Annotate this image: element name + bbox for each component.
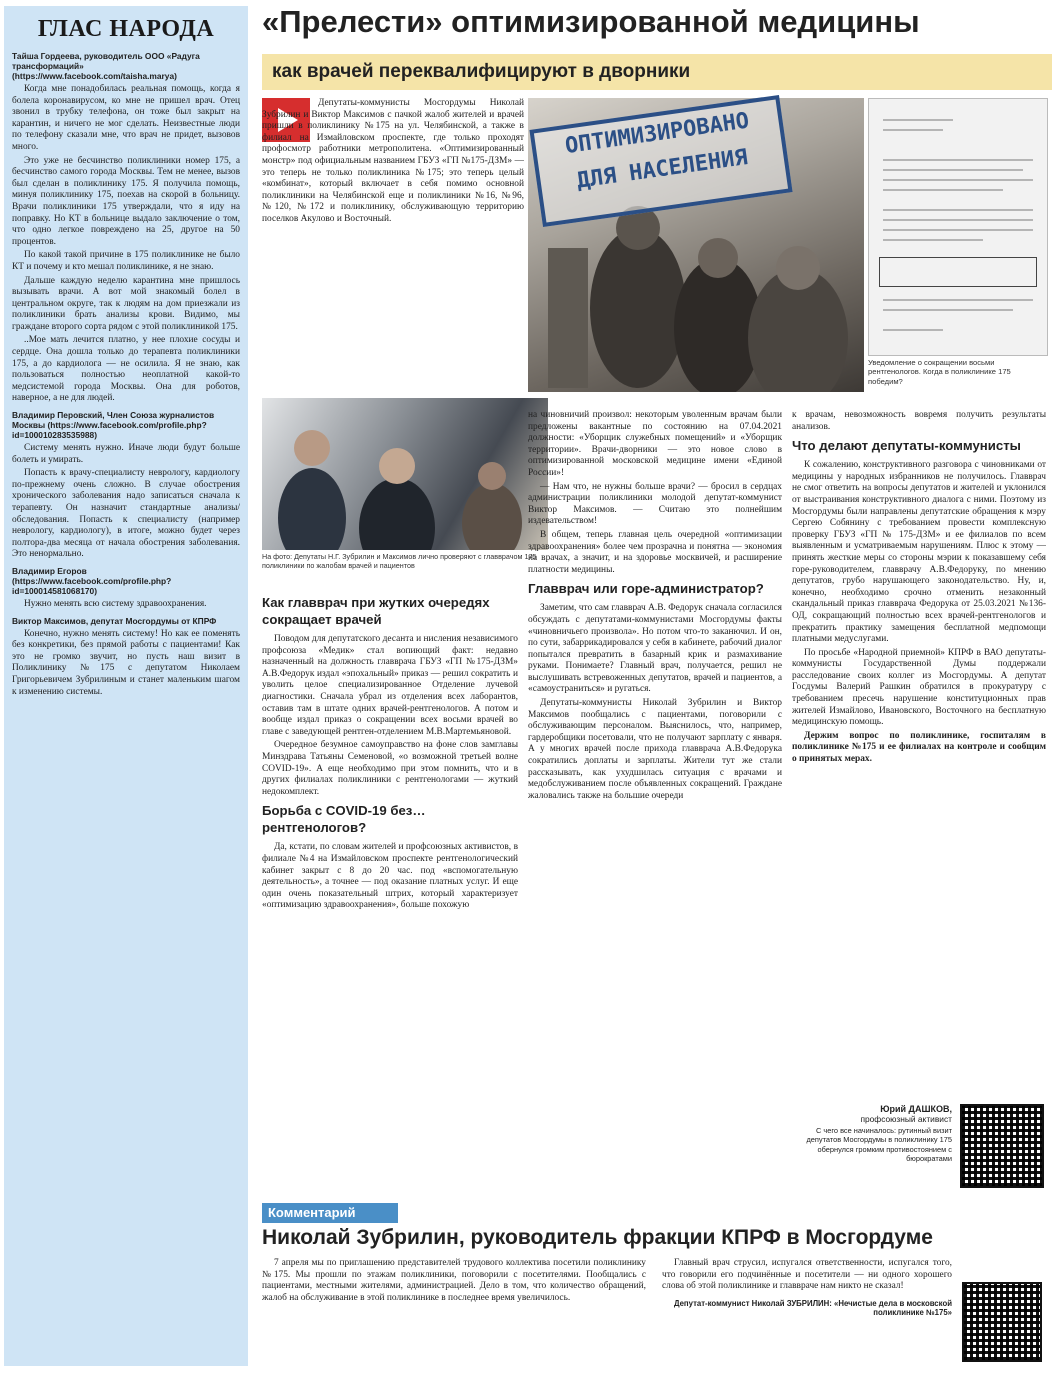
left-column-glas-naroda	[4, 6, 248, 1366]
photo-caption: На фото: Депутаты Н.Г. Зубрилин и Максимов лично проверяют с главврачом 175 поликлиники по жалобам врачей и пациентов	[262, 552, 537, 570]
signature-name: Юрий ДАШКОВ,	[880, 1104, 952, 1114]
intro-block	[262, 98, 524, 394]
paragraph: ..Мое мать лечится платно, у нее плохие сосуды и сердце. Она дошла только до терапевта поликлиники 175, а до кардиолога — не осилила. Я не знаю, как пользоваться полностью неоплатной какой-то медсистемой города Москвы. Она для роботов, наверное, а не для людей.	[12, 335, 240, 404]
intro-paragraph: Депутаты-коммунисты Мосгордумы Николай Зубрилин и Виктор Максимов с пачкой жалоб жителей и врачей пришли в поликлинику №175 на ул. Челябинской, а также в филиал на Измайловском проспекте, где только проходят профосмотр работники метрополитена. «Оптимизированный монстр» под официальным названием ГБУЗ «ГП №175-ДЗМ» — это теперь не только поликлиника №175; это теперь целый «комбинат», который включает в себя помимо основной поликлиники на Челябинской еще и поликлиники №16, №96, №120, №172 и поликлинику, обслуживающую территорию поселков Акулово и Восточный.	[262, 98, 524, 224]
photo-deputies	[262, 398, 548, 550]
subheading: Что делают депутаты-коммунисты	[792, 438, 1021, 454]
paragraph: Депутаты-коммунисты Николай Зубрилин и Виктор Максимов пообщались с пациентами, поговорили с обслуживающим персоналом. Выяснилось, что, например, гардеробщики посетовали, что не получают зарплату с января. А у многих врачей после прихода главврача А.В.Федорука сократились доплаты и зарплаты. Жители тут же стали рассказывать, как ухудшилась ситуация с врачами и медобслуживанием после объявленных сокращений. Граждане жаловались также на большие очереди	[528, 698, 782, 801]
paragraph: Конечно, нужно менять систему! Но как ее поменять без конкретики, без прямой работы с пациентами! Как это не громко звучит, но пусть наш визит в Поликлинику №175 с депутатом Николаем Григорьевичем Зубрилиным и станет маленьким шагом к изменению системы.	[12, 628, 240, 697]
paragraph: на чиновничий произвол: некоторым уволенным врачам были предложены вакантные по состоянию на 07.04.2021 должности: «Уборщик служебных помещений» и «Уборщик территории». Врачи-дворники — это новое слово в оптимизированной московской медицине имени «Единой России»!	[528, 410, 782, 478]
document-caption: Уведомление о сокращении восьми рентгенологов. Когда в поликлинике 175 победим?	[868, 358, 1011, 386]
paragraph: — Нам что, не нужны больше врачи? — бросил в сердцах администрации поликлиники молодой депутат-коммунист Виктор Максимов. — Считаю это полнейшим издевательством!	[528, 481, 782, 527]
paragraph: Систему менять нужно. Иначе люди будут больше болеть и умирать.	[12, 443, 240, 465]
signature-block	[792, 1104, 952, 1164]
author-byline: Владимир Перовский, Член Союза журналистов Москвы (https://www.facebook.com/profile.php?id=100010283535988)	[12, 410, 215, 441]
paragraph: Нужно менять всю систему здравоохранения.	[24, 598, 207, 609]
stamp-line: ОПТИМИЗИРОВАНО	[563, 108, 751, 160]
paragraph: Дальше каждую неделю карантина мне пришлось вызывать врачи. А вот мой знакомый болел в центральном округе, так к людям на дом приезжали из поликлиники брать анализы крови. Видимо, мы граждане второго сорта рядом с этой поликлиникой 175.	[12, 275, 240, 332]
article-column-2	[528, 410, 782, 1202]
qr-code-icon[interactable]	[960, 1104, 1044, 1188]
comment-column-2	[662, 1258, 952, 1366]
subheading: Борьба с COVID-19 без… рентгенологов?	[262, 803, 426, 836]
subheading: Главврач или горе-администратор?	[528, 581, 764, 597]
paragraph: к врачам, невозможность вовремя получить результаты анализов.	[792, 410, 1046, 432]
comment-source: Депутат-коммунист Николай ЗУБРИЛИН: «Нечистые дела в московской поликлинике №175»	[673, 1298, 952, 1318]
paragraph: По какой такой причине в 175 поликлинике не было КТ и почему и кто мешал поликлинике, я не знаю.	[12, 250, 240, 272]
comment-tag: Комментарий	[262, 1203, 398, 1223]
qr-code-icon[interactable]	[962, 1282, 1042, 1362]
headline: «Прелести» оптимизированной медицины	[262, 4, 920, 39]
paragraph: 7 апреля мы по приглашению представителей трудового коллектива посетили поликлинику №175. Мы прошли по этажам поликлиники, поговорили с посетителями. Пообщались с пациентами, местными жителями, администрацией. Дело в том, что количество обращений, жалоб на обслуживание в этой поликлинике в последнее время увеличилось.	[262, 1258, 646, 1303]
author-byline: Владимир Егоров (https://www.facebook.com/profile.php?id=100014581068170)	[12, 565, 172, 596]
paragraph: Главный врач струсил, испугался ответственности, испугался того, что говорили его подчинённые и посетители — ни одного хорошего слова об этой поликлинике и главвраче нам никто не сказал!	[662, 1258, 952, 1292]
comment-title: Николай Зубрилин, руководитель фракции КПРФ в Мосгордуме	[262, 1226, 933, 1249]
comment-column-1	[262, 1258, 646, 1366]
paragraph: Да, кстати, по словам жителей и профсоюзных активистов, в филиале №4 на Измайловском проспекте рентгенологический кабинет закрыт с 8 до 20 час. под «вспомогательную деятельность», а точнее — под оказание платных услуг. И еще один очень показательный штрих, который характеризует «оптимизацию здравоохранения», больше похожую	[262, 842, 518, 911]
paragraph: Попасть к врачу-специалисту неврологу, кардиологу по-прежнему очень сложно. В случае обострения хронического заболевания надо записаться сначала к терапевту. Он назначит стандартные анализы/обследования. Попасть к специалисту (например неврологу, кардиологу), в итоге, можно будет через полтора-два месяца от начала обострения заболевания. Это ненормально.	[12, 468, 240, 560]
paragraph: К сожалению, конструктивного разговора с чиновниками от медицины у народных избранников не получилось. Главврач не смог ответить на вопросы депутатов и жителей и уклонился от выстраивания конструктивного диалога с ними. Поэтому из Мосгордумы были направлены депутатские обращения к мэру Сергею Собянину с требованием провести комплексную проверку ГБУЗ «ГП № 175-ДЗМ» и ее филиалов по всем выявленным и усматриваемым нарушениям. Плюс к этому — принять жесткие меры со стороны мэрии к показавшему себя горе-руководителем, главврачу А.В.Федоруку, по мнению депутатов, грубо нарушающего законодательство. Ну, и, конечно, необходимо срочно отменить незаконный скандальный приказ главврача Федорука от 25.03.2021 №136-ОД, сокращающий полностью всех врачей-рентгенологов и прекратить практику замещения бесплатной медпомощи платными медуслугами.	[792, 460, 1046, 645]
paragraph: Очередное безумное самоуправство на фоне слов замглавы Минздрава Татьяны Семеновой, «о возможной третьей волне COVID-19». А еще необходимо при этом помнить, что и в других филиалах поликлиники с рентгенологами — жуткий недокомплект.	[262, 740, 518, 797]
paragraph: В общем, теперь главная цель очередной «оптимизации здравоохранения» более чем прозрачна и понятна — экономия на врачах, а значит, и на здоровье москвичей, и расширение платности медицины.	[528, 529, 782, 575]
subheadline: как врачей переквалифицируют в дворники	[262, 54, 1052, 90]
section-title: ГЛАС НАРОДА	[37, 16, 215, 42]
stamp-line: ДЛЯ НАСЕЛЕНИЯ	[575, 145, 750, 194]
paragraph: Это уже не бесчинство поликлиники номер 175, а бесчинство самого города Москвы. Тем не менее, вызов был сделан в поликлинику 175. Я получила помощь, минуя поликлинику 175, поехав на скорой в больницу. Врачи поликлиники 175 утверждали, что я иду на поправку. Но КТ в больнице выдало заключение о том, что одно легкое повреждено на 25, другое на 50 процентов.	[12, 155, 240, 247]
article-column-1	[262, 590, 518, 1202]
article-column-3	[792, 410, 1046, 1100]
signature-role: профсоюзный активист	[860, 1114, 952, 1124]
document-notice-image	[868, 98, 1048, 356]
paragraph: По просьбе «Народной приемной» КПРФ в ВАО депутаты-коммунисты Государственной Думы поддержали расследование своих коллег из Мосгордумы. А депутат Госдумы Валерий Рашкин обратился в прокуратуру с требованием пресечь нарушение конституционных прав жителей Измайлово, Ивановского, Восточного на бесплатную медицинскую помощь.	[792, 647, 1046, 728]
paragraph: Поводом для депутатского десанта и нисления независимого профсоюза «Медик» стал вопиющий факт: недавно назначенный на должность главврача ГБУЗ «ГП №175-ДЗМ» А.В.Федорук издал «эпохальный» приказ — решил сократить и уволить целое специализированное Отделение лучевой диагностики. Сначала убрал из отделения всех лаборантов, оставив там в штате одних врачей-рентгенологов. А потом и вообще издал приказ о сокращении всех восьми врачей во главе с заведующей рентген-отделением М.В.Мартемьяновой.	[262, 634, 518, 737]
author-byline: Виктор Максимов, депутат Мосгордумы от КПРФ	[12, 615, 217, 626]
qr-caption: С чего все начиналось: рутинный визит депутатов Мосгордумы в поликлинику 175 обернулся громким противостоянием с бюрократами	[806, 1126, 952, 1164]
photo-silhouettes	[262, 398, 548, 550]
paragraph: Когда мне понадобилась реальная помощь, когда я болела коронавирусом, ко мне не пришел врач. Отец звонил в трубку телефона, он тоже был закрыт на карантин, и ничего не мог сделать. Неизвестные люди по телефону сказали мне, что врач не придет, вызовов много.	[12, 84, 240, 152]
author-byline: Тайша Гордеева, руководитель ООО «Радуга трансформаций» (https://www.facebook.com/taisha.marya)	[12, 51, 200, 81]
paragraph: Заметим, что сам главврач А.В. Федорук сначала согласился обсуждать с депутатами-коммунистами Мосгордумы факты «чиновничьего произвола». Но потом что-то заканючил. И он, по сути, забаррикадировался у себя в кабинете, рабочий диалог попытался превратить в базарный крик и размахивание руками. Понимаете? Главный врач, получается, решил не выслушивать встревоженных депутатов, врачей и пациентов, а «самоустраниться» и ругаться.	[528, 603, 782, 695]
subheading: Как главврач при жутких очередях сокращает врачей	[262, 595, 490, 627]
paragraph: Держим вопрос по поликлинике, госпиталям в поликлинике №175 и ее филиалах на контроле и сообщим о принятых мерах.	[792, 730, 1046, 765]
